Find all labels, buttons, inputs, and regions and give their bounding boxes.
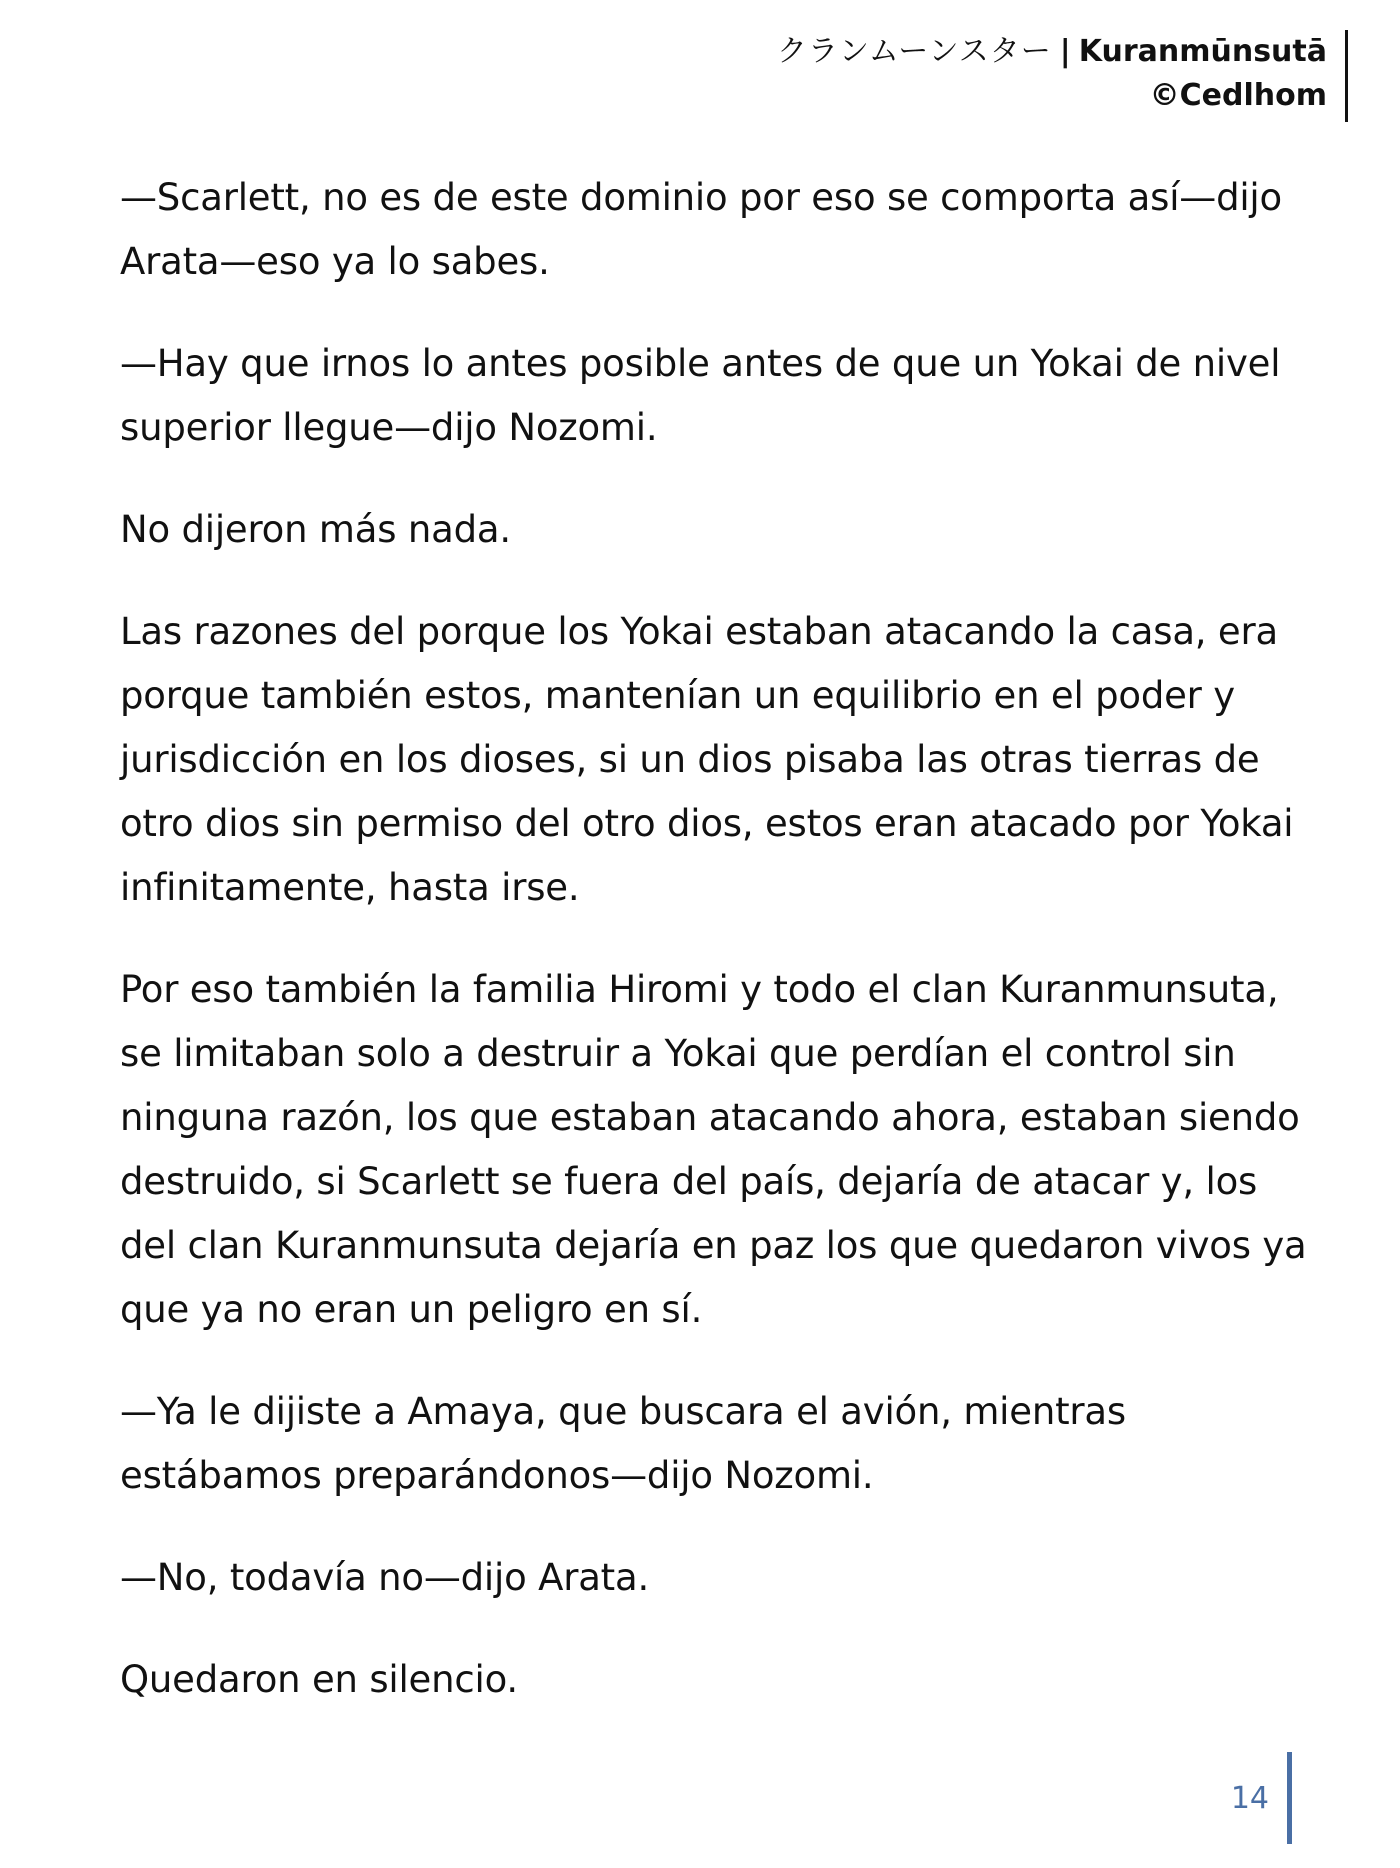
header-romanized-title: Kuranmūnsutā <box>1078 34 1327 69</box>
page-number: 14 <box>1231 1752 1292 1844</box>
paragraph: —Scarlett, no es de este dominio por eso se comporta así—dijo Arata—eso ya lo sabes. <box>120 176 1282 283</box>
header-copyright: ©Cedlhom <box>1149 78 1327 113</box>
paragraph: —No, todavía no—dijo Arata. <box>120 1556 650 1599</box>
page-body <box>120 166 1320 1750</box>
paragraph: No dijeron más nada. <box>120 508 511 551</box>
header-separator: | <box>1059 34 1071 69</box>
paragraph: Por eso también la familia Hiromi y todo el clan Kuranmunsuta, se limitaban solo a destruir a Yokai que perdían el control sin ninguna razón, los que estaban atacando ahora, estaban siendo destruido, si Scarlett se fuera del país, dejaría de atacar y, los del clan Kuranmunsuta dejaría en paz los que quedaron vivos ya que ya no eran un peligro en sí. <box>120 968 1307 1331</box>
page-header <box>777 30 1348 122</box>
header-title-line <box>777 30 1327 74</box>
header-japanese-title: クランムーンスター <box>776 34 1052 69</box>
paragraph: —Hay que irnos lo antes posible antes de que un Yokai de nivel superior llegue—dijo Nozomi. <box>120 342 1281 449</box>
paragraph: —Ya le dijiste a Amaya, que buscara el avión, mientras estábamos preparándonos—dijo Nozomi. <box>120 1390 1126 1497</box>
paragraph: Quedaron en silencio. <box>120 1658 518 1701</box>
paragraph: Las razones del porque los Yokai estaban atacando la casa, era porque también estos, mantenían un equilibrio en el poder y jurisdicción en los dioses, si un dios pisaba las otras tierras de otro dios sin permiso del otro dios, estos eran atacado por Yokai infinitamente, hasta irse. <box>120 610 1294 909</box>
